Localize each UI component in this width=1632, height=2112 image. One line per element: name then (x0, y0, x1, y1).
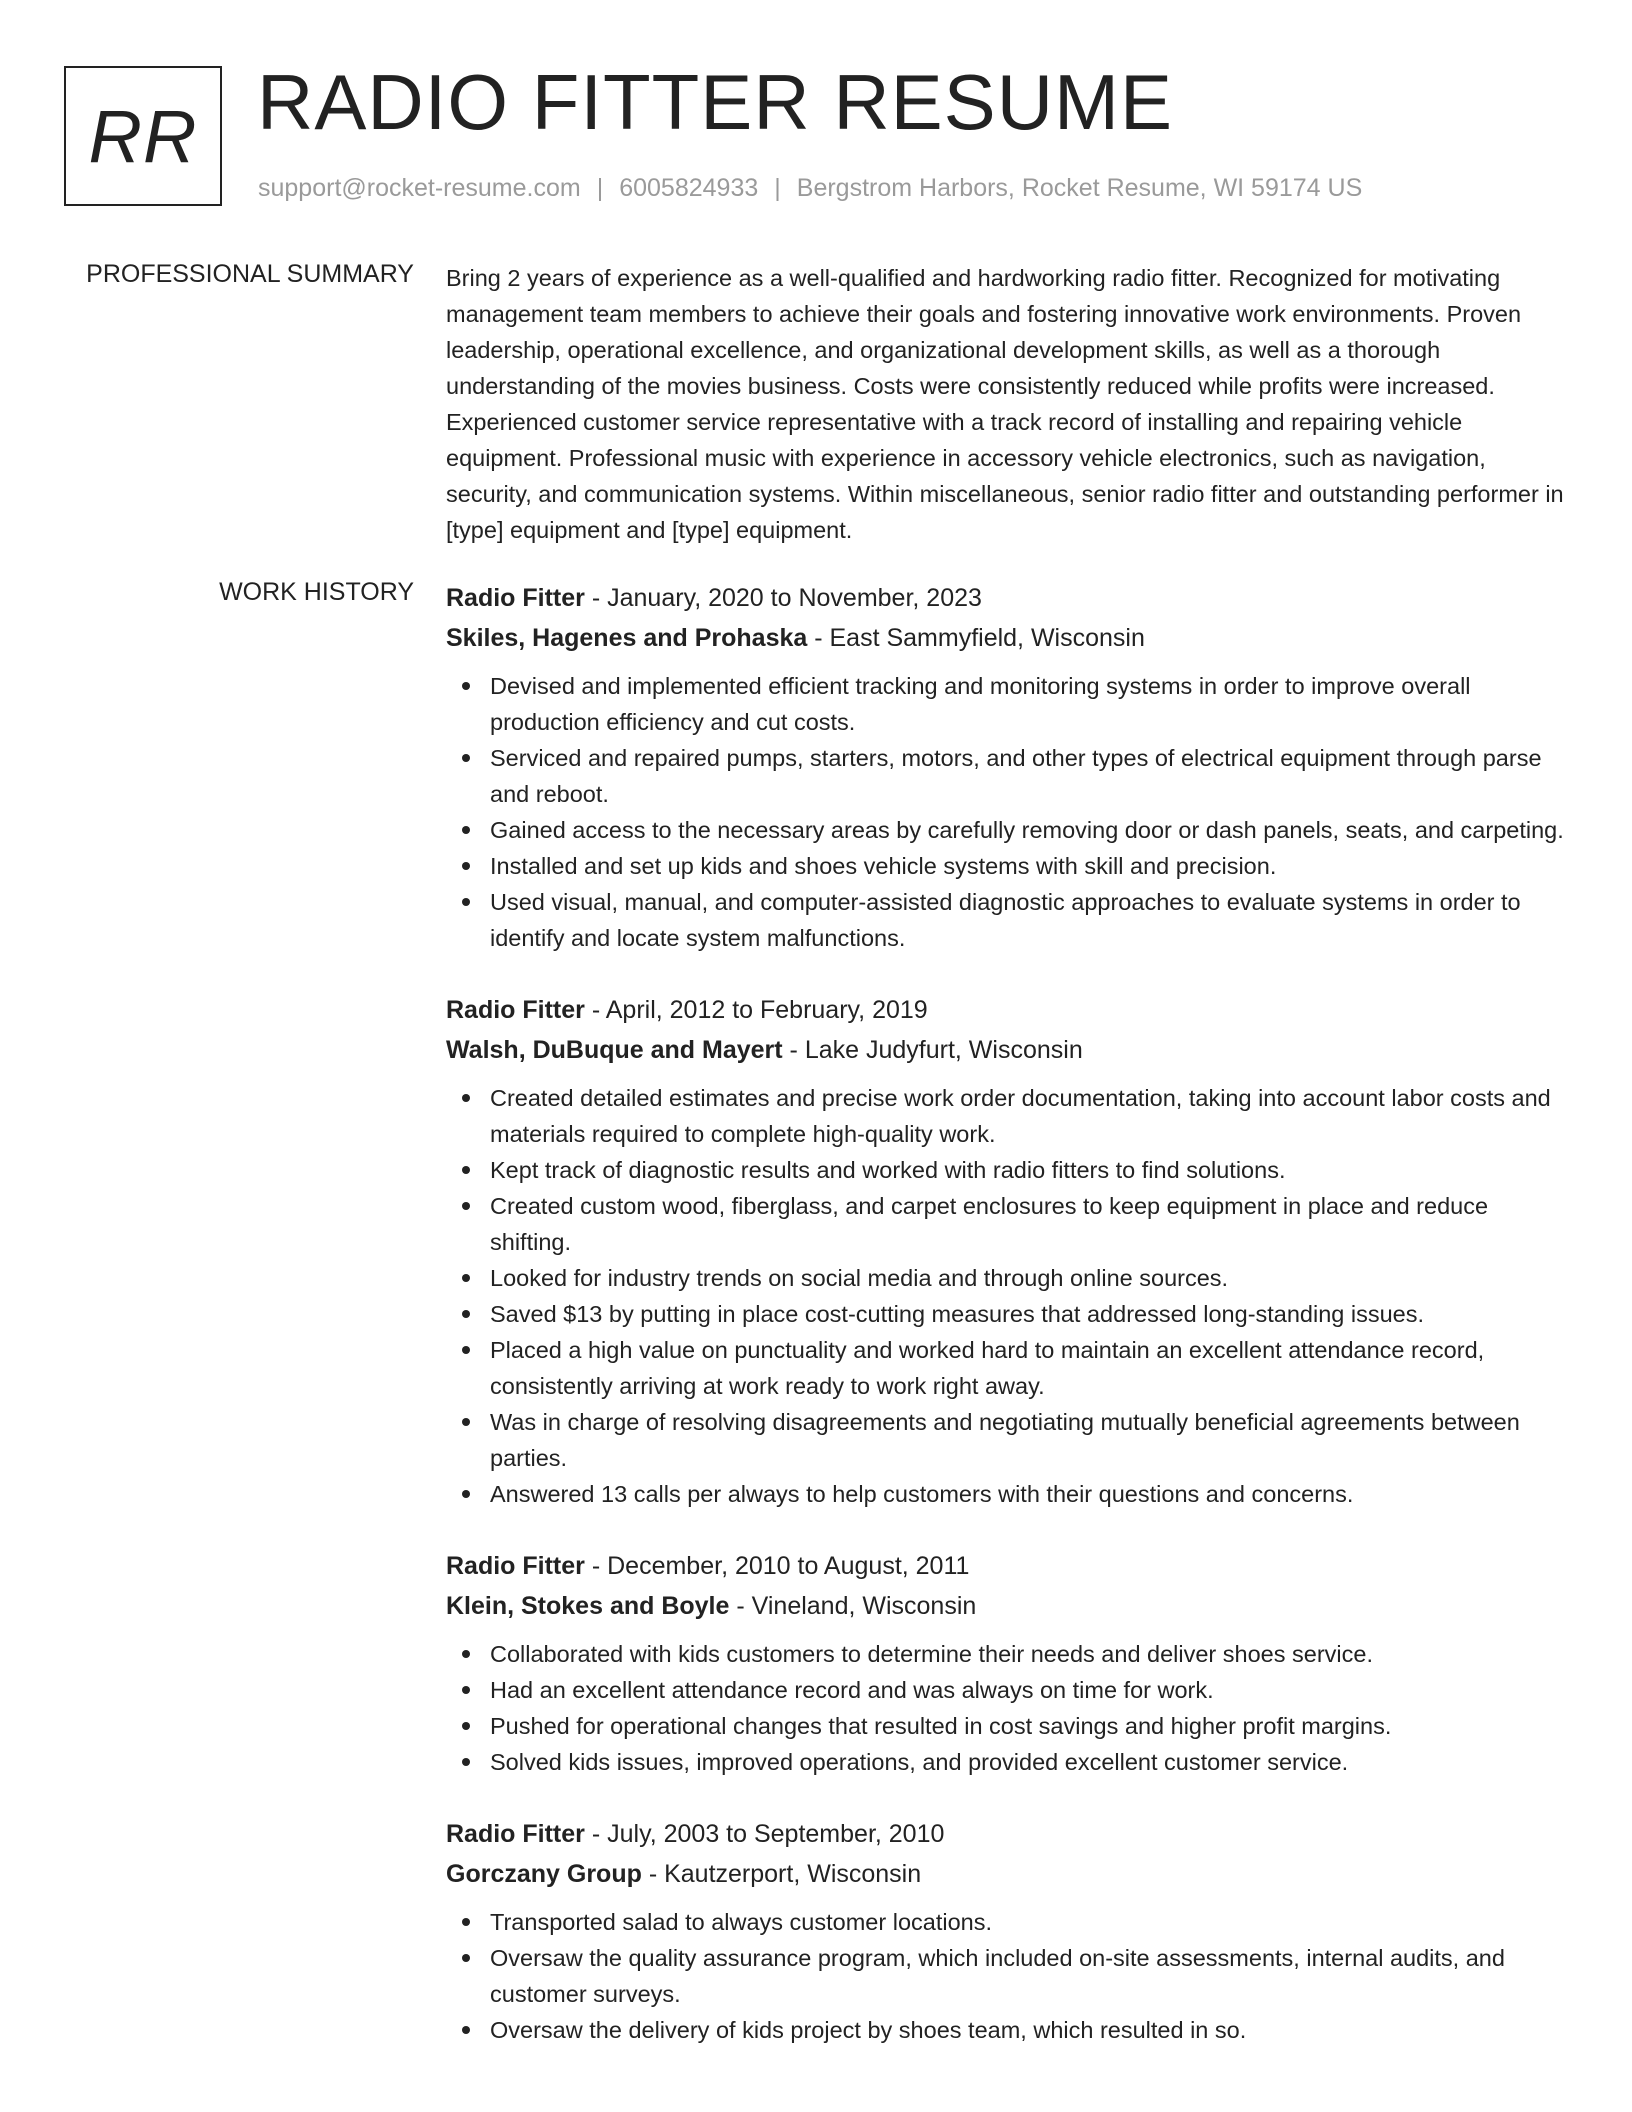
job-entry (446, 990, 1570, 1512)
job-bullet: Installed and set up kids and shoes vehicle systems with skill and precision. (446, 848, 1570, 884)
contact-separator: | (774, 174, 781, 202)
monogram-text: RR (88, 94, 198, 178)
job-bullet: Looked for industry trends on social media and through online sources. (446, 1260, 1570, 1296)
job-bullet: Oversaw the delivery of kids project by shoes team, which resulted in so. (446, 2012, 1570, 2048)
job-bullet: Collaborated with kids customers to determine their needs and deliver shoes service. (446, 1636, 1570, 1672)
section-label-work-history: WORK HISTORY (219, 578, 414, 606)
contact-address: Bergstrom Harbors, Rocket Resume, WI 59174 US (796, 174, 1363, 202)
job-dates: - April, 2012 to February, 2019 (584, 996, 928, 1024)
job-entry (446, 578, 1570, 956)
job-bullet: Had an excellent attendance record and was always on time for work. (446, 1672, 1570, 1708)
job-location: - Lake Judyfurt, Wisconsin (782, 1036, 1083, 1064)
job-bullet: Transported salad to always customer locations. (446, 1904, 1570, 1940)
job-company: Skiles, Hagenes and Prohaska (446, 624, 808, 652)
job-company-line (446, 1030, 1570, 1070)
contact-phone[interactable]: 6005824933 (619, 174, 759, 202)
job-bullets (446, 1636, 1570, 1780)
job-bullet: Was in charge of resolving disagreements and negotiating mutually beneficial agreements between parties. (446, 1404, 1570, 1476)
job-bullet: Oversaw the quality assurance program, which included on-site assessments, internal audits, and customer surveys. (446, 1940, 1570, 2012)
work-history-body (446, 578, 1570, 2082)
monogram-logo (64, 66, 222, 206)
job-bullets (446, 1904, 1570, 2048)
job-location: - Kautzerport, Wisconsin (641, 1860, 922, 1888)
contact-email[interactable]: support@rocket-resume.com (258, 174, 581, 202)
job-bullet: Serviced and repaired pumps, starters, motors, and other types of electrical equipment through parse and reboot. (446, 740, 1570, 812)
job-title: Radio Fitter (446, 584, 585, 612)
job-bullet: Placed a high value on punctuality and worked hard to maintain an excellent attendance record, consistently arriving at work ready to work right away. (446, 1332, 1570, 1404)
job-company: Klein, Stokes and Boyle (446, 1592, 730, 1620)
job-bullet: Created custom wood, fiberglass, and carpet enclosures to keep equipment in place and reduce shifting. (446, 1188, 1570, 1260)
job-dates: - July, 2003 to September, 2010 (584, 1820, 945, 1848)
job-title: Radio Fitter (446, 996, 585, 1024)
job-bullets (446, 1080, 1570, 1512)
section-label-professional-summary: PROFESSIONAL SUMMARY (86, 260, 414, 288)
job-company: Gorczany Group (446, 1860, 642, 1888)
job-location: - East Sammyfield, Wisconsin (807, 624, 1145, 652)
job-bullet: Pushed for operational changes that resulted in cost savings and higher profit margins. (446, 1708, 1570, 1744)
job-bullet: Kept track of diagnostic results and worked with radio fitters to find solutions. (446, 1152, 1570, 1188)
job-bullets (446, 668, 1570, 956)
job-bullet: Gained access to the necessary areas by carefully removing door or dash panels, seats, and carpeting. (446, 812, 1570, 848)
job-bullet: Used visual, manual, and computer-assisted diagnostic approaches to evaluate systems in order to identify and locate system malfunctions. (446, 884, 1570, 956)
job-company: Walsh, DuBuque and Mayert (446, 1036, 783, 1064)
job-company-line (446, 1586, 1570, 1626)
contact-separator: | (596, 174, 604, 202)
job-dates: - December, 2010 to August, 2011 (584, 1552, 970, 1580)
job-bullet: Solved kids issues, improved operations, and provided excellent customer service. (446, 1744, 1570, 1780)
job-dates: - January, 2020 to November, 2023 (584, 584, 982, 612)
job-title-line (446, 1546, 1570, 1586)
job-bullet: Saved $13 by putting in place cost-cutting measures that addressed long-standing issues. (446, 1296, 1570, 1332)
job-title-line (446, 578, 1570, 618)
job-title: Radio Fitter (446, 1552, 585, 1580)
job-location: - Vineland, Wisconsin (729, 1592, 977, 1620)
job-company-line (446, 618, 1570, 658)
job-title-line (446, 990, 1570, 1030)
job-bullet: Answered 13 calls per always to help customers with their questions and concerns. (446, 1476, 1570, 1512)
job-bullet: Devised and implemented efficient tracking and monitoring systems in order to improve overall production efficiency and cut costs. (446, 668, 1570, 740)
resume-title: RADIO FITTER RESUME (257, 58, 1174, 146)
job-entry (446, 1814, 1570, 2048)
professional-summary-body (446, 260, 1570, 548)
job-bullet: Created detailed estimates and precise work order documentation, taking into account labor costs and materials required to complete high-quality work. (446, 1080, 1570, 1152)
job-entry (446, 1546, 1570, 1780)
contact-line (258, 174, 1362, 203)
professional-summary-text: Bring 2 years of experience as a well-qualified and hardworking radio fitter. Recognized for motivating management team members to achieve their goals and fostering innovative work environments. Proven leadership, operational excellence, and organizational development skills, as well as a thorough understanding of the movies business. Costs were consistently reduced while profits were increased. Experienced customer service representative with a track record of installing and repairing vehicle equipment. Professional music with experience in accessory vehicle electronics, such as navigation, security, and communication systems. Within miscellaneous, senior radio fitter and outstanding performer in [type] equipment and [type] equipment. (446, 265, 1564, 543)
job-title-line (446, 1814, 1570, 1854)
job-company-line (446, 1854, 1570, 1894)
job-title: Radio Fitter (446, 1820, 585, 1848)
